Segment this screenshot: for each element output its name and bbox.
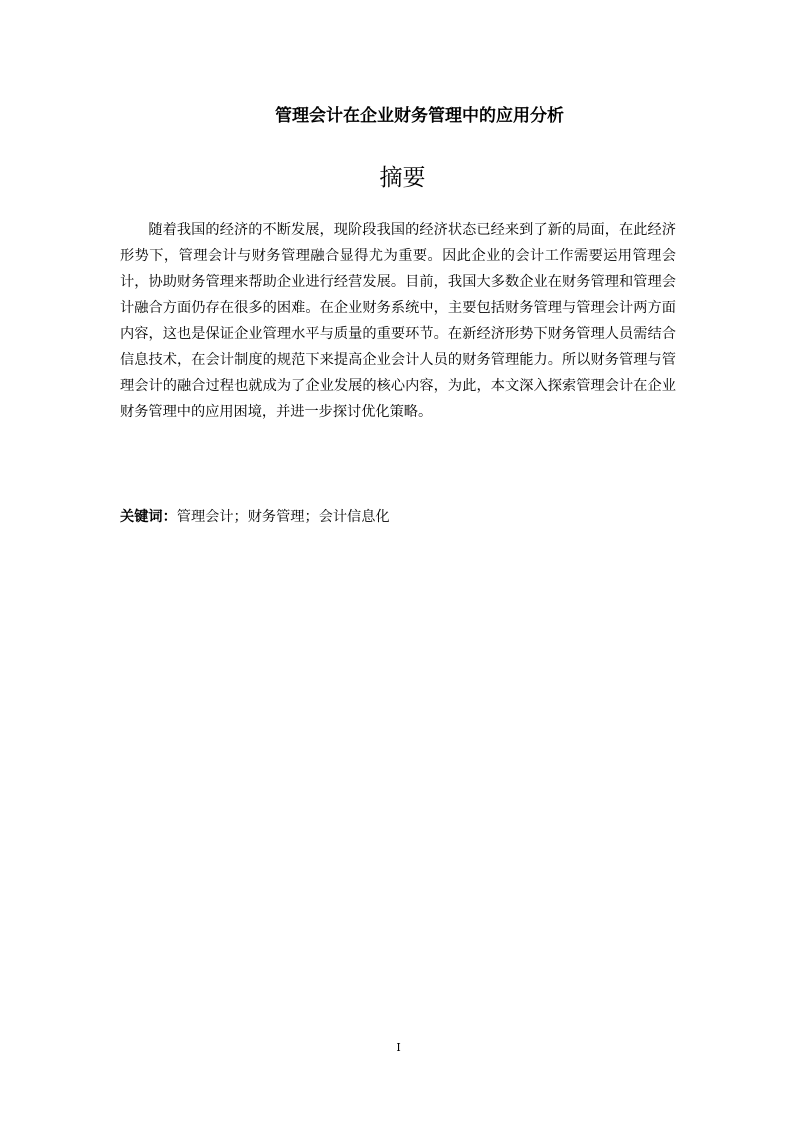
keywords-value: 管理会计；财务管理；会计信息化 <box>176 509 390 525</box>
abstract-paragraph: 随着我国的经济的不断发展，现阶段我国的经济状态已经来到了新的局面，在此经济形势下，管理会计与财务管理融合显得尤为重要。因此企业的会计工作需要运用管理会计，协助财务管理来帮助企业进行经营发展。目前，我国大多数企业在财务管理和管理会计融合方面仍存在很多的困难。在企业财务系统中，主要包括财务管理与管理会计两方面内容，这也是保证企业管理水平与质量的重要环节。在新经济形势下财务管理人员需结合信息技术，在会计制度的规范下来提高企业会计人员的财务管理能力。所以财务管理与管理会计的融合过程也就成为了企业发展的核心内容，为此，本文深入探索管理会计在企业财务管理中的应用困境，并进一步探讨优化策略。 <box>120 222 676 420</box>
keywords-line <box>120 506 676 528</box>
keywords-label: 关键词： <box>120 509 177 525</box>
document-title: 管理会计在企业财务管理中的应用分析 <box>275 106 564 126</box>
abstract-heading: 摘要 <box>379 165 426 191</box>
page-number: I <box>396 1041 401 1054</box>
